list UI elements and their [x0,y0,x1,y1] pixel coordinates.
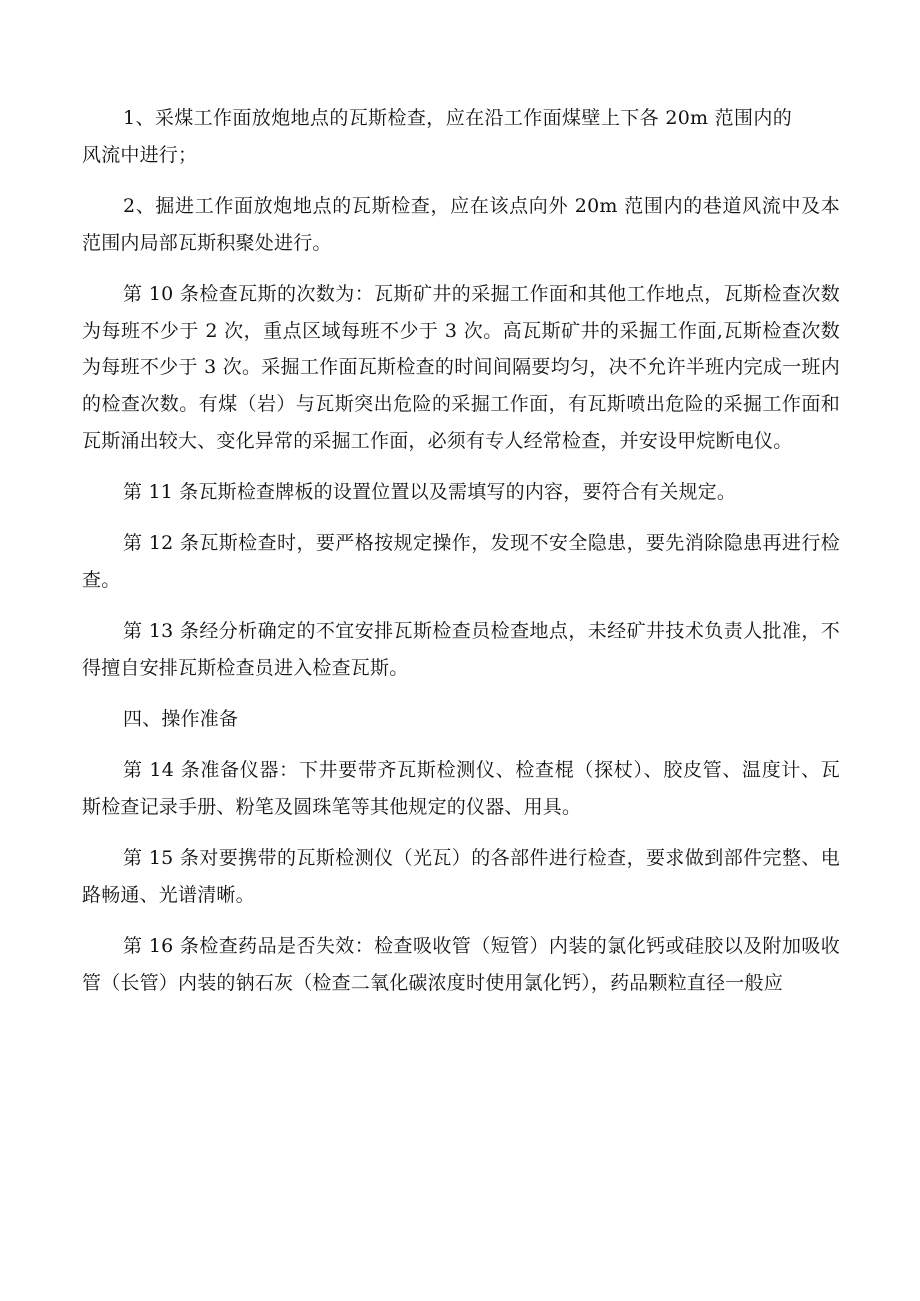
paragraph-item-2-heading-face-blasting-check: 2、掘进工作面放炮地点的瓦斯检查，应在该点向外 20m 范围内的巷道风流中及本范围内局部瓦斯积聚处进行。 [82,194,840,254]
paragraph-article-13-unsuitable-locations: 第 13 条经分析确定的不宜安排瓦斯检查员检查地点，未经矿井技术负责人批准，不得擅自安排瓦斯检查员进入检查瓦斯。 [82,620,840,679]
paragraph-article-15-instrument-inspection: 第 15 条对要携带的瓦斯检测仪（光瓦）的各部件进行检查，要求做到部件完整、电路畅通、光谱清晰。 [82,846,840,906]
paragraph-article-12-check-safety: 第 12 条瓦斯检查时，要严格按规定操作，发现不安全隐患，要先消除隐患再进行检查。 [82,532,840,591]
paragraph-article-11-check-board: 第 11 条瓦斯检查牌板的设置位置以及需填写的内容，要符合有关规定。 [123,481,737,504]
paragraph-item-1-coal-face-blasting-check: 1、采煤工作面放炮地点的瓦斯检查，应在沿工作面煤壁上下各 20m 范围内的风流中进行； [82,107,792,166]
document-body [82,100,840,1016]
paragraph-article-16-check-reagents: 第 16 条检查药品是否失效：检查吸收管（短管）内装的氯化钙或硅胶以及附加吸收管（长管）内装的钠石灰（检查二氧化碳浓度时使用氯化钙），药品颗粒直径一般应 [82,934,840,994]
section-heading-operation-preparation: 四、操作准备 [123,707,239,730]
paragraph-article-10-check-frequency: 第 10 条检查瓦斯的次数为：瓦斯矿井的采掘工作面和其他工作地点，瓦斯检查次数为每班不少于 2 次，重点区域每班不少于 3 次。高瓦斯矿井的采掘工作面,瓦斯检查次数为每班不少于 3 次。采掘工作面瓦斯检查的时间间隔要均匀，决不允许半班内完成一班内的检查次数。有煤（岩）与瓦斯突出危险的采掘工作面，有瓦斯喷出危险的采掘工作面和瓦斯涌出较大、变化异常的采掘工作面，必须有专人经常检查，并安设甲烷断电仪。 [82,282,840,452]
paragraph-article-14-prepare-instruments: 第 14 条准备仪器：下井要带齐瓦斯检测仪、检查棍（探杖）、胶皮管、温度计、瓦斯检查记录手册、粉笔及圆珠笔等其他规定的仪器、用具。 [82,759,840,818]
